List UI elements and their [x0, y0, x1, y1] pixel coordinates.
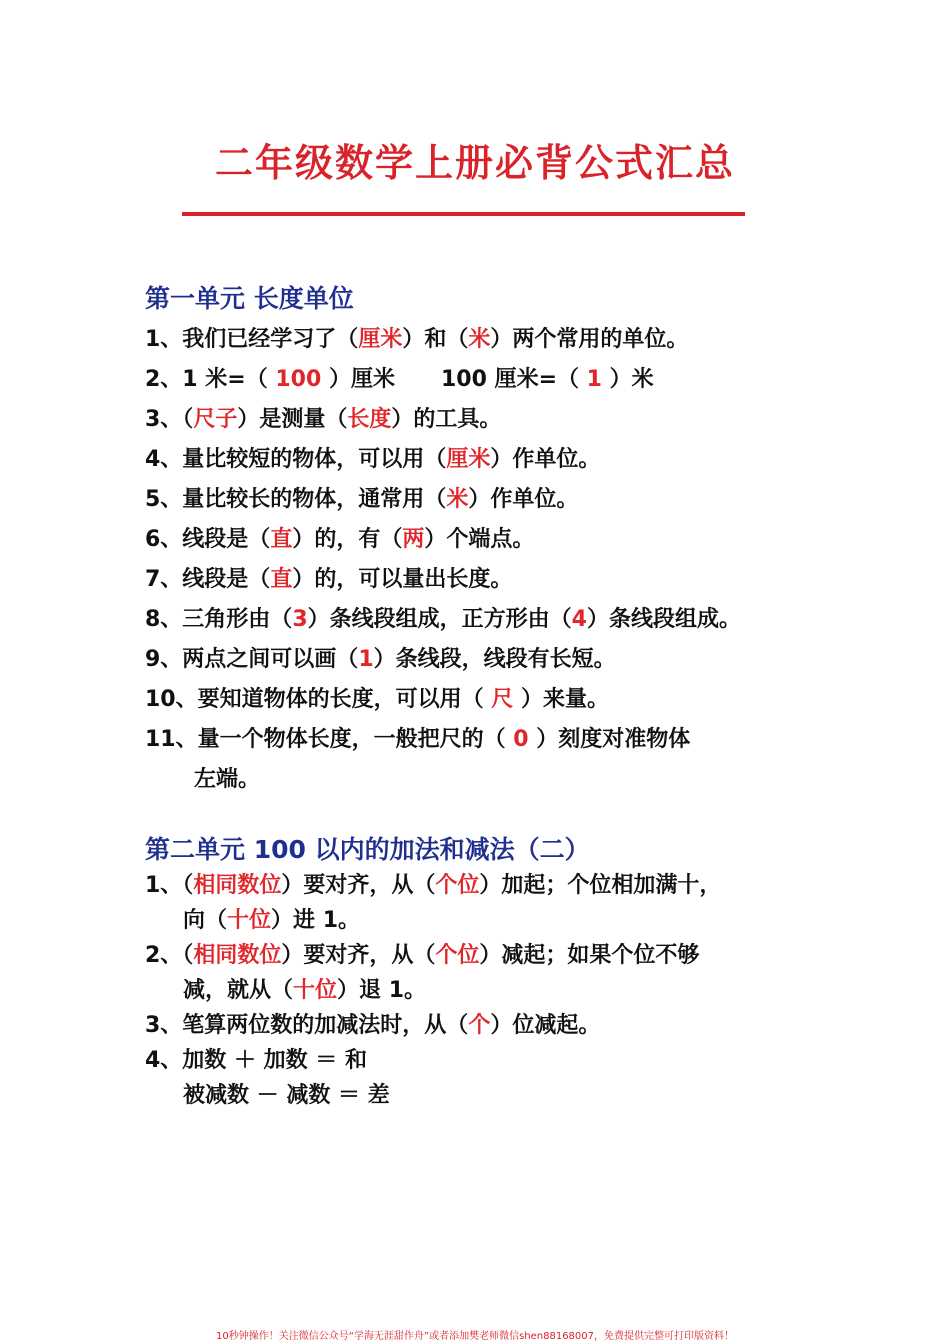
answer-text: 尺子 — [193, 407, 238, 432]
text-segment: 6、线段是（ — [145, 527, 271, 552]
text-segment: 2、（ — [145, 943, 194, 968]
text-segment: 减，就从（ — [183, 978, 294, 1003]
text-segment: 10、要知道物体的长度，可以用（ — [145, 687, 492, 712]
unit2-item-continuation — [183, 973, 426, 1004]
text-segment: 11、量一个物体长度，一般把尺的（ — [145, 727, 514, 752]
unit1-heading: 第一单元 长度单位 — [145, 284, 354, 313]
text-segment: ）减起；如果个位不够 — [479, 943, 700, 968]
answer-text: 十位 — [293, 978, 338, 1003]
text-segment: 1、我们已经学习了（ — [145, 327, 359, 352]
text-segment: 9、两点之间可以画（ — [145, 647, 359, 672]
text-segment: ）位减起。 — [490, 1013, 601, 1038]
text-segment: ）条线段，线段有长短。 — [373, 647, 616, 672]
unit1-item — [145, 682, 609, 713]
text-segment: ）作单位。 — [490, 447, 601, 472]
answer-text: 100 — [275, 367, 322, 392]
unit1-item — [145, 722, 690, 753]
text-segment: ）来量。 — [513, 687, 609, 712]
text-segment: ）作单位。 — [468, 487, 579, 512]
text-segment: ）和（ — [402, 327, 469, 352]
unit1-item — [145, 482, 578, 513]
answer-text: 个位 — [435, 873, 480, 898]
answer-text: 两 — [402, 527, 425, 552]
text-segment: ）是测量（ — [237, 407, 348, 432]
unit1-item — [145, 442, 600, 473]
text-segment: ）个端点。 — [424, 527, 535, 552]
unit1-item-continuation — [194, 762, 260, 793]
unit2-item — [145, 938, 699, 969]
answer-text: 直 — [270, 567, 293, 592]
answer-text: 个 — [468, 1013, 491, 1038]
answer-text: 相同数位 — [193, 873, 282, 898]
answer-text: 直 — [270, 527, 293, 552]
unit2-item — [145, 868, 721, 899]
text-segment: 2、1 米=（ — [145, 367, 276, 392]
text-segment: ）条线段组成。 — [586, 607, 741, 632]
answer-text: 米 — [446, 487, 469, 512]
answer-text: 长度 — [347, 407, 392, 432]
answer-text: 米 — [468, 327, 491, 352]
text-segment: ）条线段组成，正方形由（ — [307, 607, 572, 632]
text-segment: ）进 1。 — [271, 908, 360, 933]
unit1-item — [145, 522, 534, 553]
unit1-item — [145, 322, 688, 353]
unit2-item-continuation — [183, 1078, 390, 1109]
unit2-item-continuation — [183, 903, 360, 934]
unit1-item — [145, 562, 512, 593]
answer-text: 厘米 — [446, 447, 491, 472]
answer-text: 相同数位 — [193, 943, 282, 968]
answer-text: 3 — [292, 607, 308, 632]
text-segment: ）的，有（ — [292, 527, 403, 552]
footer-notice: 10秒钟操作！关注微信公众号“学海无涯甜作舟”或者添加樊老师微信shen88168007，免费提供完整可打印版资料！ — [215, 1331, 735, 1342]
title-underline — [182, 212, 745, 216]
text-segment: 3、（ — [145, 407, 194, 432]
text-segment: 5、量比较长的物体，通常用（ — [145, 487, 447, 512]
unit1-item — [145, 402, 501, 433]
text-segment: ）退 1。 — [337, 978, 426, 1003]
text-segment: 1、（ — [145, 873, 194, 898]
unit1-item — [145, 602, 741, 633]
answer-text: 4 — [571, 607, 587, 632]
text-segment: ）刻度对准物体 — [528, 727, 691, 752]
text-segment: 100 厘米=（ — [440, 367, 587, 392]
text-segment: 向（ — [183, 908, 228, 933]
text-segment: ）要对齐，从（ — [281, 943, 436, 968]
answer-text: 0 — [513, 727, 529, 752]
unit1-item — [145, 362, 654, 393]
unit2-item — [145, 1043, 367, 1074]
text-segment: 被减数 － 减数 ＝ 差 — [183, 1083, 390, 1108]
unit2-heading: 第二单元 100 以内的加法和减法（二） — [145, 835, 590, 864]
text-segment: ）加起；个位相加满十， — [479, 873, 722, 898]
unit1-item — [145, 642, 616, 673]
answer-text: 十位 — [227, 908, 272, 933]
text-segment: ）的工具。 — [391, 407, 502, 432]
text-segment: ）厘米 — [321, 367, 395, 392]
answer-text: 1 — [358, 647, 374, 672]
text-segment: ）要对齐，从（ — [281, 873, 436, 898]
text-segment: 7、线段是（ — [145, 567, 271, 592]
text-segment: 8、三角形由（ — [145, 607, 293, 632]
text-segment: ）两个常用的单位。 — [490, 327, 689, 352]
answer-text: 尺 — [491, 687, 514, 712]
text-segment: ）的，可以量出长度。 — [292, 567, 513, 592]
answer-text: 个位 — [435, 943, 480, 968]
text-segment: 4、量比较短的物体，可以用（ — [145, 447, 447, 472]
answer-text: 厘米 — [358, 327, 403, 352]
answer-text: 1 — [586, 367, 602, 392]
text-segment: 3、笔算两位数的加减法时，从（ — [145, 1013, 469, 1038]
text-segment: ）米 — [601, 367, 654, 392]
page-title: 二年级数学上册必背公式汇总 — [214, 141, 735, 185]
unit2-item — [145, 1008, 600, 1039]
text-segment: 4、加数 ＋ 加数 ＝ 和 — [145, 1048, 367, 1073]
text-segment: 左端。 — [194, 767, 261, 792]
